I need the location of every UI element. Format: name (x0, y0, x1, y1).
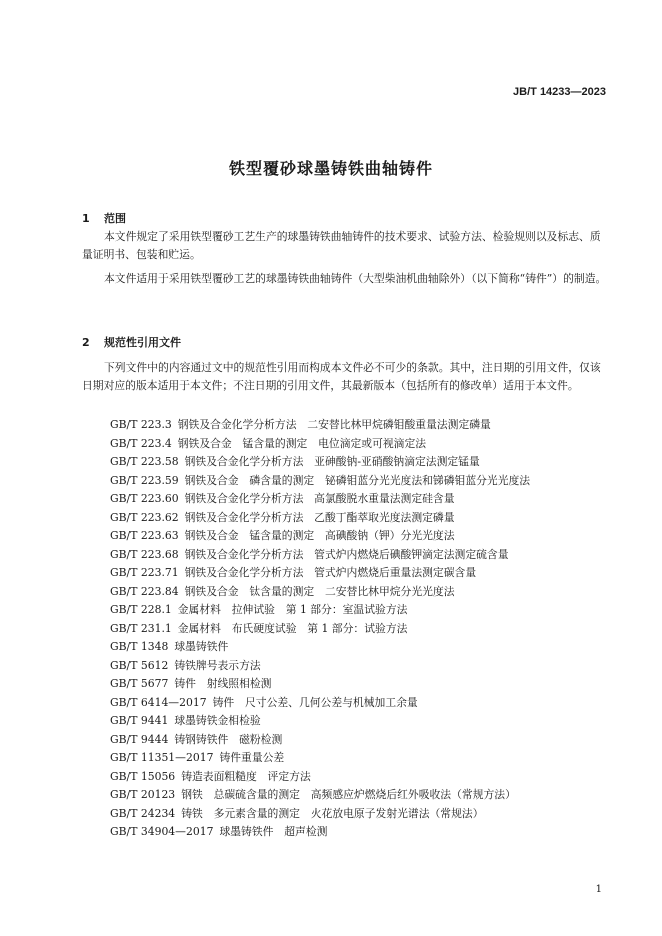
reference-item (110, 435, 530, 454)
reference-item (110, 472, 530, 491)
reference-item (110, 527, 530, 546)
reference-code: GB/T 231.1 (110, 621, 172, 635)
reference-title: 铸钢铸铁件 磁粉检测 (174, 732, 283, 746)
reference-code: GB/T 9444 (110, 732, 169, 746)
reference-title: 铸铁 多元素含量的测定 火花放电原子发射光谱法（常规法） (181, 806, 484, 820)
reference-title: 金属材料 布氏硬度试验 第 1 部分：试验方法 (177, 621, 408, 635)
section-1-paragraph-1: 本文件规定了采用铁型覆砂工艺生产的球墨铸铁曲轴铸件的技术要求、试验方法、检验规则以及标志、质量证明书、包装和贮运。 (82, 230, 601, 261)
reference-item (110, 490, 530, 509)
reference-list (110, 416, 530, 842)
reference-item (110, 453, 530, 472)
reference-title: 球墨铸铁金相检验 (174, 714, 261, 727)
reference-title: 钢铁及合金 磷含量的测定 铋磷钼蓝分光光度法和锑磷钼蓝分光光度法 (184, 473, 531, 487)
reference-item (110, 416, 530, 435)
reference-item (110, 805, 530, 824)
reference-code: GB/T 9441 (110, 714, 169, 727)
reference-code: GB/T 11351—2017 (110, 751, 214, 764)
section-1-title: 范围 (104, 212, 126, 225)
section-2-title: 规范性引用文件 (104, 336, 181, 349)
reference-title: 钢铁 总碳硫含量的测定 高频感应炉燃烧后红外吸收法（常规方法） (181, 788, 516, 801)
reference-title: 铸件 尺寸公差、几何公差与机械加工余量 (212, 695, 418, 709)
reference-item (110, 823, 530, 842)
reference-title: 铸件重量公差 (219, 751, 285, 764)
reference-item (110, 601, 530, 620)
reference-title: 钢铁及合金化学分析方法 管式炉内燃烧后重量法测定碳含量 (184, 566, 477, 579)
reference-item (110, 768, 530, 787)
reference-title: 钢铁及合金化学分析方法 高氯酸脱水重量法测定硅含量 (184, 492, 455, 505)
standard-code: JB/T 14233—2023 (513, 86, 606, 98)
section-2-intro: 下列文件中的内容通过文中的规范性引用而构成本文件必不可少的条款。其中，注日期的引用文件，仅该日期对应的版本适用于本文件；不注日期的引用文件，其最新版本（包括所有的修改单）适用于本文件。 (82, 361, 601, 392)
reference-title: 钢铁及合金化学分析方法 亚砷酸钠-亚硝酸钠滴定法测定锰量 (184, 455, 480, 468)
section-1-number: 1 (82, 212, 90, 225)
reference-code: GB/T 223.3 (110, 418, 172, 431)
reference-title: 铸件 射线照相检测 (174, 677, 272, 690)
reference-item (110, 546, 530, 565)
reference-title: 球墨铸铁件 超声检测 (219, 825, 328, 838)
reference-code: GB/T 223.60 (110, 492, 179, 505)
reference-code: GB/T 228.1 (110, 603, 172, 616)
reference-title: 钢铁及合金 锰含量的测定 高碘酸钠（钾）分光光度法 (184, 529, 455, 542)
reference-code: GB/T 1348 (110, 640, 169, 653)
reference-title: 钢铁及合金 钛含量的测定 二安替比林甲烷分光光度法 (184, 584, 455, 598)
section-2-number: 2 (82, 336, 90, 349)
reference-item (110, 564, 530, 583)
reference-item (110, 786, 530, 805)
reference-item (110, 694, 530, 713)
reference-code: GB/T 223.4 (110, 436, 172, 450)
reference-code: GB/T 223.71 (110, 566, 179, 579)
section-1-paragraph-2: 本文件适用于采用铁型覆砂工艺的球墨铸铁曲轴铸件（大型柴油机曲轴除外）（以下简称“铸件”）的制造。 (104, 272, 607, 285)
reference-code: GB/T 5677 (110, 677, 169, 690)
reference-item (110, 749, 530, 768)
reference-code: GB/T 223.62 (110, 510, 179, 524)
document-title: 铁型覆砂球墨铸铁曲轴铸件 (228, 159, 433, 178)
reference-item (110, 638, 530, 657)
reference-code: GB/T 34904—2017 (110, 825, 214, 838)
reference-item (110, 583, 530, 602)
reference-title: 钢铁及合金化学分析方法 管式炉内燃烧后碘酸钾滴定法测定硫含量 (184, 547, 509, 561)
reference-title: 铸铁牌号表示方法 (174, 658, 261, 672)
reference-title: 铸造表面粗糙度 评定方法 (181, 769, 311, 783)
reference-code: GB/T 24234 (110, 806, 176, 820)
reference-item (110, 731, 530, 750)
reference-title: 球墨铸铁件 (174, 640, 229, 653)
reference-code: GB/T 223.84 (110, 584, 179, 598)
reference-code: GB/T 223.63 (110, 529, 179, 542)
reference-item (110, 675, 530, 694)
reference-code: GB/T 223.68 (110, 547, 179, 561)
reference-code: GB/T 15056 (110, 769, 176, 783)
reference-title: 钢铁及合金化学分析方法 二安替比林甲烷磷钼酸重量法测定磷量 (177, 418, 491, 431)
reference-title: 钢铁及合金化学分析方法 乙酸丁酯萃取光度法测定磷量 (184, 510, 455, 524)
reference-code: GB/T 6414—2017 (110, 695, 207, 709)
reference-title: 金属材料 拉伸试验 第 1 部分：室温试验方法 (177, 603, 408, 616)
section-2-heading (82, 334, 181, 350)
reference-code: GB/T 223.59 (110, 473, 179, 487)
page-number: 1 (595, 884, 602, 895)
reference-item (110, 712, 530, 731)
reference-code: GB/T 20123 (110, 788, 176, 801)
reference-code: GB/T 223.58 (110, 455, 179, 468)
reference-code: GB/T 5612 (110, 658, 169, 672)
reference-item (110, 509, 530, 528)
reference-item (110, 657, 530, 676)
section-1-heading (82, 210, 126, 226)
reference-title: 钢铁及合金 锰含量的测定 电位滴定或可视滴定法 (177, 436, 427, 450)
reference-item (110, 620, 530, 639)
